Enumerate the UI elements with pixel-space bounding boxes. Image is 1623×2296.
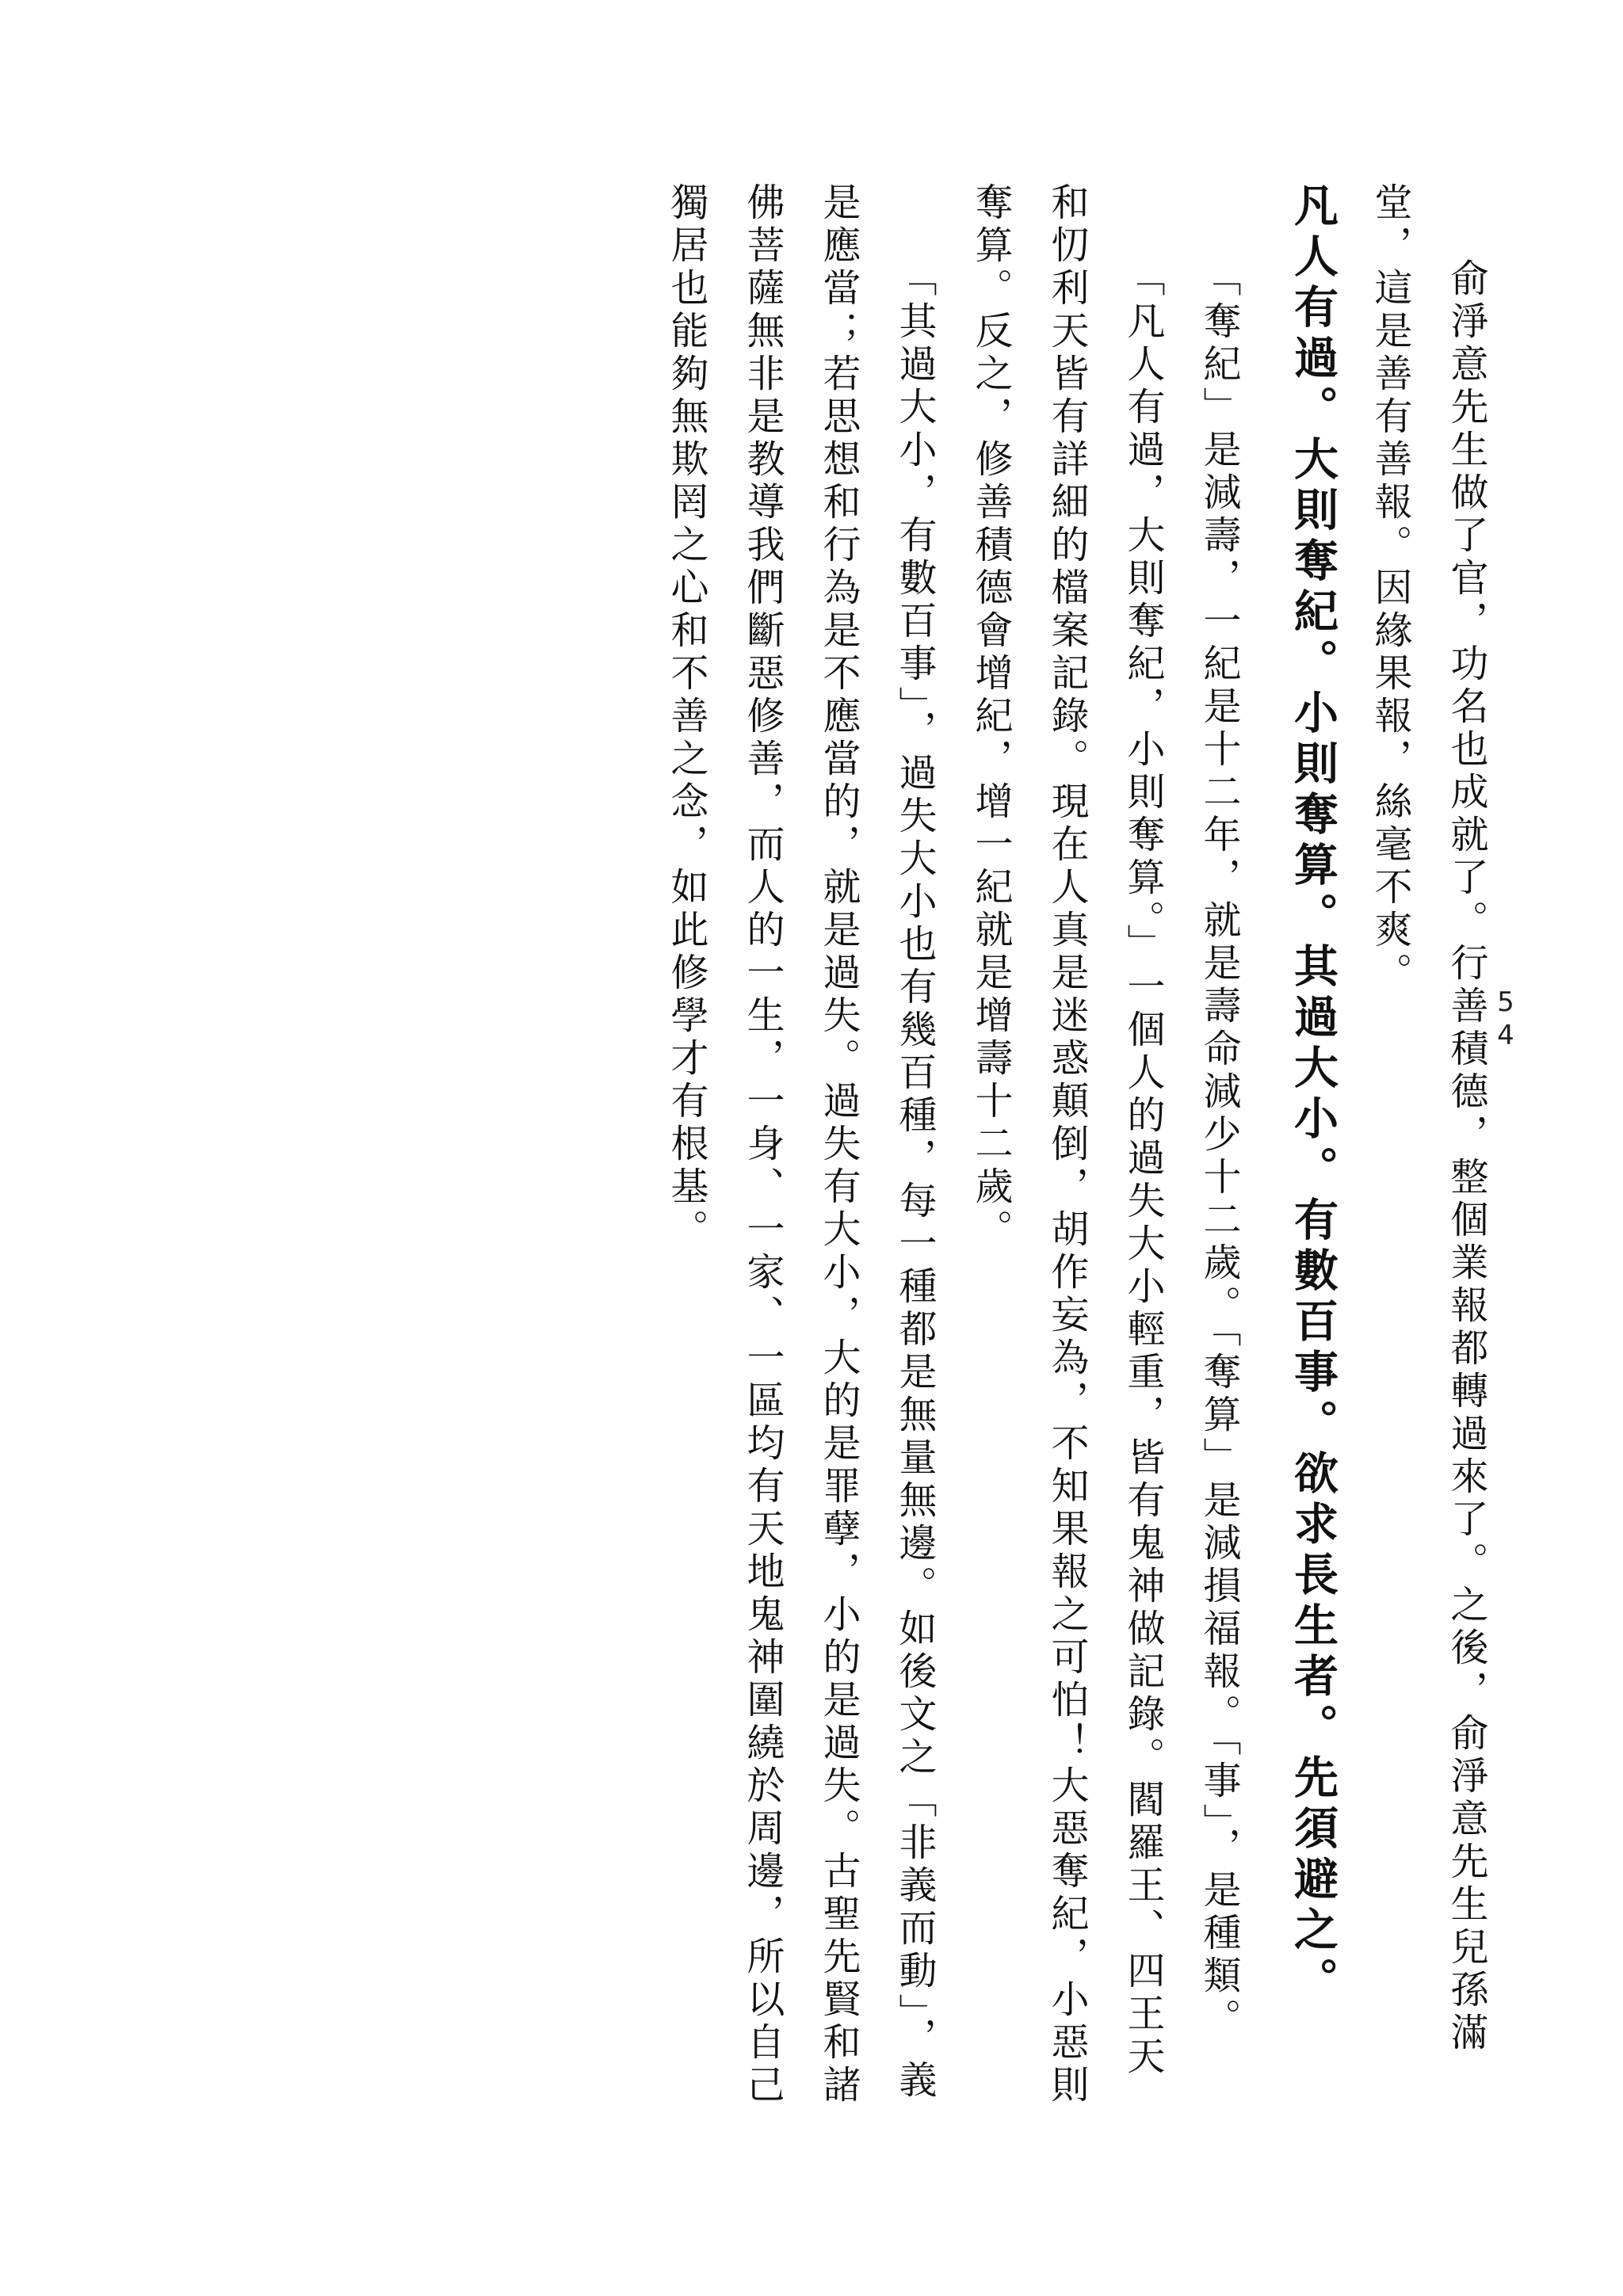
paragraph-faults-hundreds: 「其過大小，有數百事」，過失大小也有幾百種，每一種都是無量無邊。如後文之「非義而動」，義是應當；若思想和行為是不應當的，就是過失。過失有大小，大的是罪孽，小的是過失。古聖先賢和諸佛菩薩無非是教導我們斷惡修善，而人的一生，一身、一家、一區均有天地鬼神圍繞於周邊，所以自己獨居也能夠無欺罔之心和不善之念，如此修學才有根基。 xyxy=(664,182,937,2107)
paragraph-yu-jingyi: 俞淨意先生做了官，功名也成就了。行善積德，整個業報都轉過來了。之後，俞淨意先生兒孫滿堂，這是善有善報。因緣果報，絲毫不爽。 xyxy=(1368,182,1488,2055)
paragraph-duoji-definition: 「奪紀」是減壽，一紀是十二年，就是壽命減少十二歲。「奪算」是減損福報。「事」，是種類。 xyxy=(1197,258,1241,2041)
vertical-text-body xyxy=(613,182,1504,2115)
paragraph-ghosts-records: 「凡人有過，大則奪紀，小則奪算。」一個人的過失大小輕重，皆有鬼神做記錄。閻羅王、四王天和忉利天皆有詳細的檔案記錄。現在人真是迷惑顛倒，胡作妄為，不知果報之可怕！大惡奪紀，小惡則奪算。反之，修善積德會增紀，增一紀就是增壽十二歲。 xyxy=(968,182,1165,2107)
classic-quote-paragraph: 凡人有過。大則奪紀。小則奪算。其過大小。有數百事。欲求長生者。先須避之。 xyxy=(1287,182,1338,2008)
page-number: 54 xyxy=(1490,986,1522,1053)
